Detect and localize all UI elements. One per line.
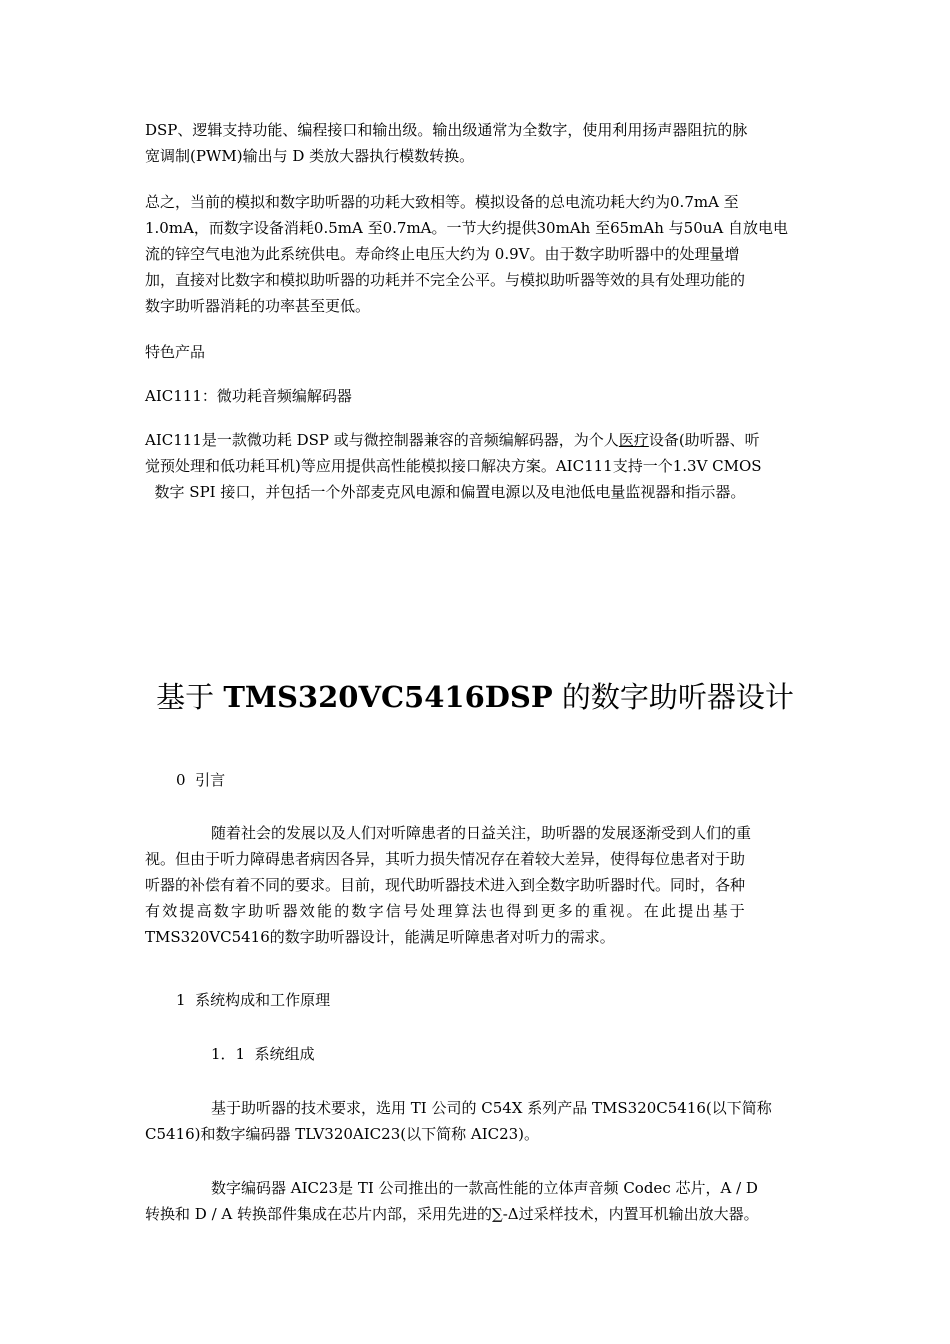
- text-line: 听器的补偿有着不同的要求。目前，现代助听器技术进入到全数字助听器时代。同时，各种: [145, 876, 746, 894]
- paragraph-introduction: [145, 820, 810, 950]
- text-line: 总之，当前的模拟和数字助听器的功耗大致相等。模拟设备的总电流功耗大约为0.7mA 至: [145, 193, 739, 211]
- paragraph-power-summary: [145, 189, 810, 319]
- paragraph-output-stage: [145, 117, 810, 169]
- text-segment: AIC111是一款微功耗 DSP 或与微控制器兼容的音频编解码器，为个人: [145, 431, 619, 449]
- product-title: [145, 383, 810, 409]
- text-line: 1．1 系统组成: [211, 1045, 315, 1063]
- text-line: 数字编码器 AIC23是 TI 公司推出的一款高性能的立体声音频 Codec 芯片，A / D: [211, 1179, 758, 1197]
- text-line: 觉预处理和低功耗耳机)等应用提供高性能模拟接口解决方案。AIC111支持一个1.3V CMOS: [145, 457, 762, 475]
- section-heading-system: [176, 987, 841, 1013]
- text-line: 基于助听器的技术要求，选用 TI 公司的 C54X 系列产品 TMS320C5416(以下简称: [211, 1099, 772, 1117]
- paragraph-system-selection: [145, 1095, 810, 1147]
- text-line: 1 系统构成和工作原理: [176, 991, 331, 1009]
- title-bold: TMS320VC5416DSP: [223, 680, 553, 714]
- section-heading-composition: [211, 1041, 876, 1067]
- text-line: 数字助听器消耗的功率甚至更低。: [145, 297, 371, 315]
- paragraph-aic111: [145, 427, 810, 505]
- text-line: 有效提高数字助听器效能的数字信号处理算法也得到更多的重视。在此提出基于: [145, 902, 748, 920]
- text-line: 加，直接对比数字和模拟助听器的功耗并不完全公平。与模拟助听器等效的具有处理功能的: [145, 271, 746, 289]
- text-line: 特色产品: [145, 343, 206, 361]
- title-prefix: 基于: [156, 680, 224, 714]
- text-line: 1.0mA，而数字设备消耗0.5mA 至0.7mA。一节大约提供30mAh 至65mAh 与50uA 自放电电: [145, 219, 788, 237]
- text-line: 随着社会的发展以及人们对听障患者的日益关注，助听器的发展逐渐受到人们的重: [211, 824, 752, 842]
- text-line: C5416)和数字编码器 TLV320AIC23(以下简称 AIC23)。: [145, 1125, 540, 1143]
- medical-link[interactable]: 医疗: [618, 431, 649, 449]
- text-line: 宽调制(PWM)输出与 D 类放大器执行模数转换。: [145, 147, 475, 165]
- text-line: TMS320VC5416的数字助听器设计，能满足听障患者对听力的需求。: [145, 928, 615, 946]
- text-line: [145, 427, 810, 453]
- featured-products-label: [145, 339, 810, 365]
- text-line: 数字 SPI 接口，并包括一个外部麦克风电源和偏置电源以及电池低电量监视器和指示器。: [145, 483, 746, 501]
- text-line: 流的锌空气电池为此系统供电。寿命终止电压大约为 0.9V。由于数字助听器中的处理量增: [145, 245, 740, 263]
- section-heading-intro: [176, 767, 841, 793]
- paragraph-aic23: [145, 1175, 810, 1227]
- article-title: [0, 675, 950, 719]
- text-line: 0 引言: [176, 771, 226, 789]
- title-suffix: 的数字助听器设计: [552, 680, 794, 714]
- text-line: 视。但由于听力障碍患者病因各异，其听力损失情况存在着较大差异，使得每位患者对于助: [145, 850, 746, 868]
- text-segment: 设备(助听器、听: [648, 431, 760, 449]
- text-line: AIC111：微功耗音频编解码器: [145, 387, 352, 405]
- text-line: DSP、逻辑支持功能、编程接口和输出级。输出级通常为全数字，使用利用扬声器阻抗的脉: [145, 121, 748, 139]
- text-line: 转换和 D / A 转换部件集成在芯片内部，采用先进的∑-Δ过采样技术，内置耳机输出放大器。: [145, 1205, 759, 1223]
